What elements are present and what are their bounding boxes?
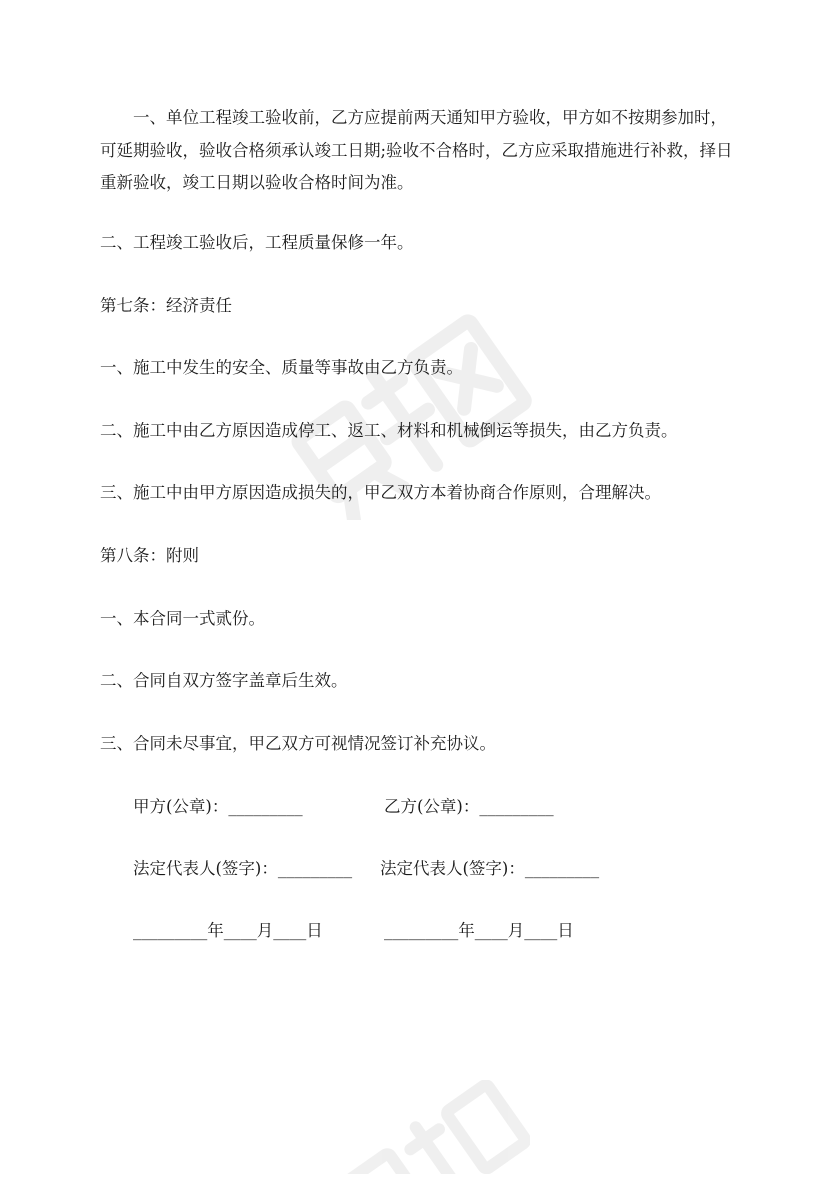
article-7-item-1: 一、施工中发生的安全、质量等事故由乙方负责。 [100, 358, 463, 377]
watermark-logo-bottom [330, 1080, 530, 1174]
article-7-item-3: 三、施工中由甲方原因造成损失的，甲乙双方本着协商合作原则，合理解决。 [100, 483, 661, 502]
article-8-item-1: 一、本合同一式贰份。 [100, 609, 265, 628]
article-8-item-3: 三、合同未尽事宜，甲乙双方可视情况签订补充协议。 [100, 734, 496, 753]
article-7-item-2: 二、施工中由乙方原因造成停工、返工、材料和机械倒运等损失，由乙方负责。 [100, 421, 678, 440]
article-8-item-2: 二、合同自双方签字盖章后生效。 [100, 671, 348, 690]
party-b-seal-line: 乙方(公章)：_________ [384, 797, 554, 816]
clause-warranty: 二、工程竣工验收后，工程质量保修一年。 [100, 233, 414, 252]
party-b-date-line: _________年____月____日 [384, 921, 574, 940]
party-a-seal-line: 甲方(公章)：_________ [133, 797, 303, 816]
article-8-title: 第八条：附则 [100, 546, 199, 565]
party-a-representative-line: 法定代表人(签字)：_________ [133, 859, 353, 878]
clause-acceptance: 一、单位工程竣工验收前，乙方应提前两天通知甲方验收，甲方如不按期参加时，可延期验收，验收合格须承认竣工日期;验收不合格时，乙方应采取措施进行补救，择日重新验收，竣工日期以验收合格时间为准。 [100, 108, 733, 192]
party-a-date-line: _________年____月____日 [133, 921, 323, 940]
article-7-title: 第七条：经济责任 [100, 296, 232, 315]
party-b-representative-line: 法定代表人(签字)：_________ [380, 859, 600, 878]
